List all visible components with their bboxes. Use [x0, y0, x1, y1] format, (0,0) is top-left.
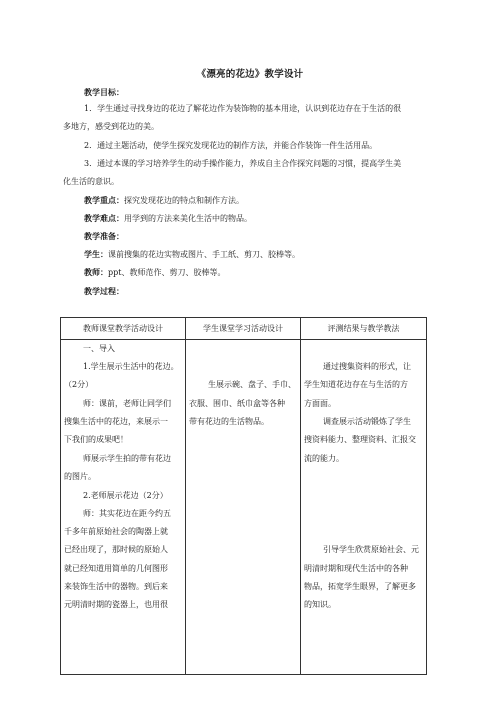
teacher-line: 师：其实花边在距今约五 — [83, 509, 171, 518]
assessment-line: 搜资料能力、整理资料、汇报交 — [304, 435, 416, 444]
student-activity-cell — [186, 340, 301, 675]
teacher-line: 师：课前，老师让同学们 — [83, 399, 171, 408]
preparation-student-text: 课前搜集的花边实物或图片、手工纸、剪刀、胶棒等。 — [108, 250, 300, 259]
assessment-line: 调查展示活动锻炼了学生 — [323, 417, 411, 426]
teacher-line: 一、导入 — [83, 344, 115, 353]
objective-1-line-1: 1．学生通过寻找身边的花边了解花边作为装饰物的基本用途，认识到花边存在于生活的很 — [84, 104, 402, 113]
teacher-line: 来装饰生活中的器物。到后来 — [64, 582, 168, 591]
teacher-line: 2.老师展示花边（2分） — [83, 491, 168, 500]
preparation-teacher-label: 教师： — [84, 267, 108, 277]
teacher-line: 千多年前原始社会的陶器上就 — [64, 527, 168, 536]
assessment-line: 物品，拓宽学生眼界，了解更多 — [304, 582, 416, 591]
teacher-line: 搜集生活中的花边，来展示一 — [64, 417, 168, 426]
key-point-label: 教学重点： — [84, 195, 124, 205]
process-heading: 教学过程： — [84, 286, 124, 296]
header-teacher-activity: 教师课堂教学活动设计 — [61, 318, 186, 340]
objective-2: 2．通过主题活动，使学生探究发现花边的制作方法，并能合作装饰一件生活用品。 — [84, 141, 378, 150]
preparation-teacher — [84, 266, 225, 279]
teacher-line: 元明清时期的瓷器上，也用很 — [64, 600, 168, 609]
teacher-line: 师展示学生拍的带有花边 — [83, 454, 171, 463]
student-line: 衣服、围巾、纸巾盒等各种 — [189, 399, 285, 408]
assessment-cell — [301, 340, 427, 675]
objective-3-line-1: 3．通过本课的学习培养学生的动手操作能力，养成自主合作探究问题的习惯，提高学生美 — [84, 159, 402, 168]
key-point — [84, 194, 244, 207]
assessment-line: 学生知道花边存在与生活的方 — [304, 380, 408, 389]
assessment-line: 方面面。 — [304, 399, 336, 408]
assessment-line: 通过搜集资料的形式，让 — [323, 362, 411, 371]
difficulty — [84, 212, 252, 225]
table-header-row — [61, 318, 427, 340]
teacher-line: 的图片。 — [64, 472, 96, 481]
student-line: 带有花边的生活物品。 — [189, 417, 269, 426]
assessment-line: 流的能力。 — [304, 454, 344, 463]
teacher-line: （2分） — [64, 380, 94, 389]
objectives-heading: 教学目标： — [84, 87, 124, 97]
teacher-line: 下我们的成果吧！ — [64, 435, 128, 444]
preparation-heading: 教学准备： — [84, 231, 124, 241]
difficulty-text: 用学到的方法来美化生活中的物品。 — [124, 214, 252, 223]
objective-3-line-2: 化生活的意识。 — [63, 177, 119, 186]
assessment-line: 的知识。 — [304, 600, 336, 609]
header-student-activity: 学生课堂学习活动设计 — [186, 318, 301, 340]
preparation-teacher-text: ppt、教师范作、剪刀、胶棒等。 — [108, 268, 226, 277]
teacher-line: 已经出现了，那时候的原始人 — [64, 545, 168, 554]
teacher-line: 1.学生展示生活中的花边。 — [83, 362, 179, 371]
difficulty-label: 教学难点： — [84, 213, 124, 223]
teacher-line: 就已经知道用简单的几何图形 — [64, 564, 168, 573]
table-row — [61, 340, 427, 675]
preparation-student — [84, 248, 300, 261]
teacher-activity-cell — [61, 340, 186, 675]
assessment-line: 引导学生欣赏原始社会、元 — [323, 545, 419, 554]
document-title: 《漂亮的花边》教学设计 — [196, 69, 304, 80]
key-point-text: 探究发现花边的特点和制作方法。 — [124, 196, 244, 205]
objective-1-line-2: 多地方，感受到花边的美。 — [63, 122, 159, 131]
header-assessment-method: 评测结果与教学教法 — [301, 318, 427, 340]
preparation-student-label: 学生： — [84, 249, 108, 259]
assessment-line: 明清时期和现代生活中的各种 — [304, 564, 408, 573]
lesson-process-table — [60, 317, 427, 675]
student-line: 生展示碗、盘子、手巾、 — [208, 380, 296, 389]
